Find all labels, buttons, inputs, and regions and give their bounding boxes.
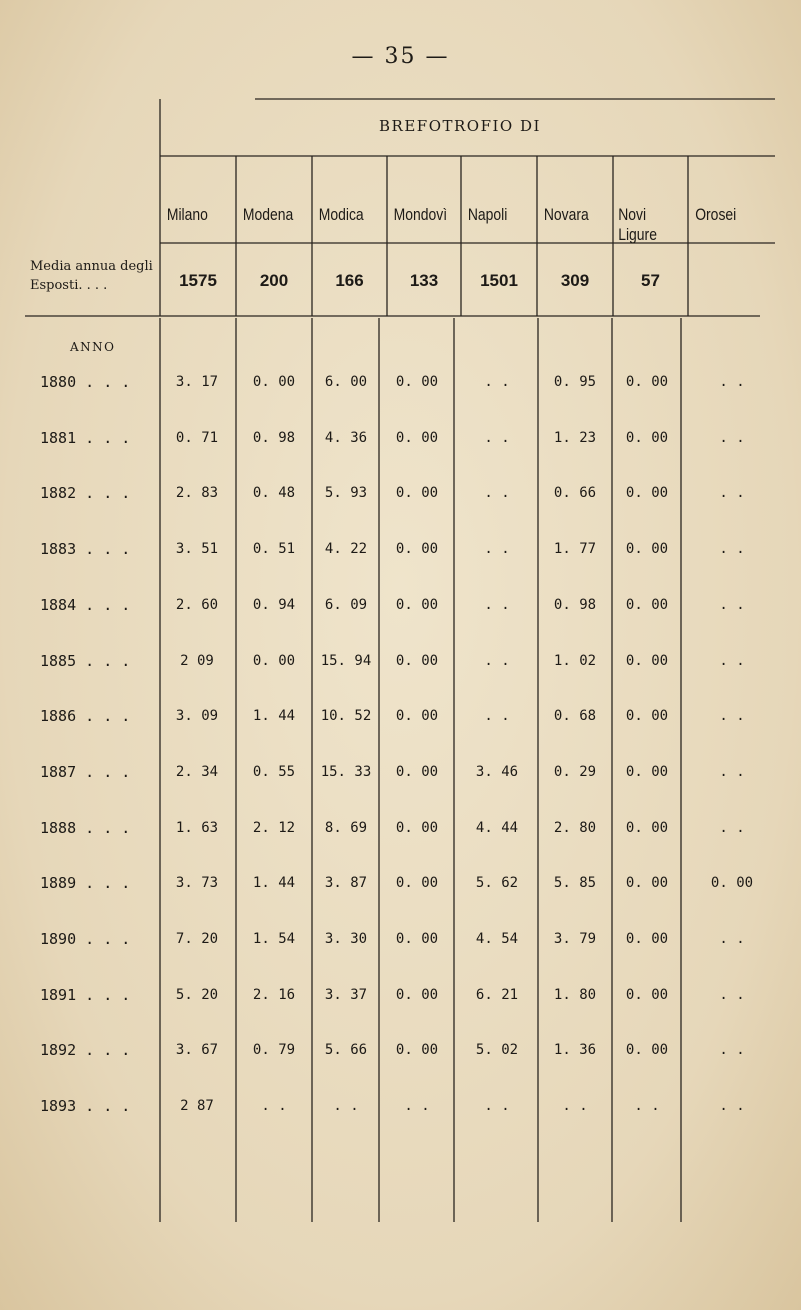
- table-cell: 2. 16: [252, 987, 296, 1003]
- table-cell: . .: [261, 1098, 287, 1114]
- row-year: 1882 . . .: [40, 484, 131, 502]
- table-cell: . .: [484, 653, 510, 669]
- table-cell: 4. 22: [324, 541, 368, 557]
- column-header-modica: Modica: [318, 205, 364, 224]
- table-cell: 0. 00: [625, 987, 669, 1003]
- table-cell: 15. 94: [320, 653, 372, 669]
- table-cell: 4. 44: [475, 820, 519, 836]
- anno-header: ANNO: [70, 340, 116, 354]
- table-cell: 2. 80: [553, 820, 597, 836]
- column-header-orosei: Orosei: [695, 205, 737, 224]
- table-cell: . .: [484, 430, 510, 446]
- row-year: 1886 . . .: [40, 707, 131, 725]
- row-year: 1887 . . .: [40, 763, 131, 781]
- table-cell: 6. 09: [324, 597, 368, 613]
- table-cell: 2. 34: [175, 764, 219, 780]
- table-cell: 0. 94: [252, 597, 296, 613]
- table-cell: . .: [484, 708, 510, 724]
- table-cell: 0. 00: [395, 430, 439, 446]
- table-cell: 2. 60: [175, 597, 219, 613]
- table-cell: . .: [719, 708, 745, 724]
- table-cell: . .: [333, 1098, 359, 1114]
- table-cell: 1. 63: [175, 820, 219, 836]
- table-cell: . .: [719, 987, 745, 1003]
- table-cell: . .: [719, 485, 745, 501]
- table-cell: 0. 00: [395, 541, 439, 557]
- table-cell: 0. 00: [625, 708, 669, 724]
- table-cell: . .: [719, 541, 745, 557]
- table-cell: 7. 20: [175, 931, 219, 947]
- row-year: 1890 . . .: [40, 930, 131, 948]
- media-label-line1: Media annua degli: [30, 259, 153, 274]
- media-value-mondovi: 133: [409, 271, 439, 290]
- table-cell: 3. 87: [324, 875, 368, 891]
- table-cell: 0. 55: [252, 764, 296, 780]
- group-title: BREFOTROFIO DI: [379, 117, 541, 135]
- media-value-milano: 1575: [179, 271, 217, 290]
- row-year: 1893 . . .: [40, 1097, 131, 1115]
- media-value-novi-ligure: 57: [641, 271, 660, 290]
- table-cell: . .: [484, 597, 510, 613]
- table-cell: 1. 77: [553, 541, 597, 557]
- table-cell: 0. 00: [395, 597, 439, 613]
- table-cell: 0. 00: [252, 653, 296, 669]
- table-cell: . .: [484, 541, 510, 557]
- table-cell: 1. 36: [553, 1042, 597, 1058]
- media-value-novara: 309: [560, 271, 590, 290]
- table-cell: . .: [634, 1098, 660, 1114]
- table-cell: 1. 80: [553, 987, 597, 1003]
- table-cell: 3. 46: [475, 764, 519, 780]
- table-cell: 0. 00: [710, 875, 754, 891]
- table-cell: 5. 02: [475, 1042, 519, 1058]
- table-cell: . .: [719, 1098, 745, 1114]
- row-year: 1883 . . .: [40, 540, 131, 558]
- table-cell: 1. 54: [252, 931, 296, 947]
- table-cell: 0. 68: [553, 708, 597, 724]
- table-cell: 0. 00: [625, 541, 669, 557]
- table-cell: 1. 44: [252, 708, 296, 724]
- table-cell: 2. 12: [252, 820, 296, 836]
- table-cell: . .: [484, 485, 510, 501]
- table-cell: 5. 93: [324, 485, 368, 501]
- table-cell: 0. 66: [553, 485, 597, 501]
- table-cell: 0. 00: [395, 374, 439, 390]
- table-cell: 0. 98: [252, 430, 296, 446]
- table-cell: 0. 00: [395, 653, 439, 669]
- table-cell: . .: [719, 430, 745, 446]
- table-cell: . .: [719, 374, 745, 390]
- table-cell: 0. 00: [625, 875, 669, 891]
- table-cell: . .: [719, 1042, 745, 1058]
- table-cell: 2 87: [180, 1098, 214, 1114]
- table-cell: 0. 71: [175, 430, 219, 446]
- table-cell: 5. 62: [475, 875, 519, 891]
- table-cell: . .: [404, 1098, 430, 1114]
- row-year: 1891 . . .: [40, 986, 131, 1004]
- table-cell: . .: [562, 1098, 588, 1114]
- table-cell: 0. 48: [252, 485, 296, 501]
- table-cell: 3. 17: [175, 374, 219, 390]
- table-cell: 0. 00: [625, 485, 669, 501]
- table-cell: 0. 00: [625, 764, 669, 780]
- table-cell: 0. 00: [395, 987, 439, 1003]
- table-cell: 3. 51: [175, 541, 219, 557]
- table-cell: 1. 23: [553, 430, 597, 446]
- table-cell: 0. 29: [553, 764, 597, 780]
- column-header-novara: Novara: [543, 205, 589, 224]
- table-cell: 0. 00: [625, 430, 669, 446]
- table-cell: . .: [719, 597, 745, 613]
- row-year: 1881 . . .: [40, 429, 131, 447]
- table-cell: 1. 44: [252, 875, 296, 891]
- table-cell: 0. 00: [625, 820, 669, 836]
- table-cell: 0. 00: [395, 820, 439, 836]
- table-cell: . .: [484, 374, 510, 390]
- table-cell: 0. 00: [395, 931, 439, 947]
- column-header-novi-ligure: Novi Ligure: [618, 205, 657, 244]
- table-cell: 3. 79: [553, 931, 597, 947]
- table-cell: 3. 30: [324, 931, 368, 947]
- table-cell: 10. 52: [320, 708, 372, 724]
- table-cell: 8. 69: [324, 820, 368, 836]
- table-cell: 0. 00: [625, 1042, 669, 1058]
- table-cell: 0. 51: [252, 541, 296, 557]
- table-cell: . .: [719, 931, 745, 947]
- table-cell: . .: [719, 820, 745, 836]
- table-cell: 0. 79: [252, 1042, 296, 1058]
- table-cell: 0. 98: [553, 597, 597, 613]
- media-label-line2: Esposti. . . .: [30, 278, 108, 293]
- media-value-modica: 166: [335, 271, 364, 290]
- table-cell: 0. 95: [553, 374, 597, 390]
- table-cell: 3. 73: [175, 875, 219, 891]
- table-cell: 0. 00: [625, 931, 669, 947]
- column-header-mondovi: Mondovì: [393, 205, 448, 224]
- media-label: [30, 257, 160, 295]
- table-cell: 6. 00: [324, 374, 368, 390]
- table-cell: 5. 20: [175, 987, 219, 1003]
- table-cell: 0. 00: [625, 597, 669, 613]
- table-cell: 3. 09: [175, 708, 219, 724]
- table-cell: . .: [484, 1098, 510, 1114]
- table-cell: 1. 02: [553, 653, 597, 669]
- column-header-napoli: Napoli: [467, 205, 508, 224]
- column-header-modena: Modena: [242, 205, 294, 224]
- table-cell: . .: [719, 653, 745, 669]
- table-cell: 3. 67: [175, 1042, 219, 1058]
- table-cell: 0. 00: [625, 653, 669, 669]
- row-year: 1892 . . .: [40, 1041, 131, 1059]
- row-year: 1885 . . .: [40, 652, 131, 670]
- table-cell: 0. 00: [252, 374, 296, 390]
- table-cell: 0. 00: [625, 374, 669, 390]
- table-cell: 0. 00: [395, 485, 439, 501]
- table-cell: 5. 66: [324, 1042, 368, 1058]
- table-cell: 0. 00: [395, 708, 439, 724]
- table-cell: 6. 21: [475, 987, 519, 1003]
- page-number: — 35 —: [351, 44, 450, 69]
- table-cell: 0. 00: [395, 764, 439, 780]
- table-cell: 4. 54: [475, 931, 519, 947]
- row-year: 1888 . . .: [40, 819, 131, 837]
- table-cell: 5. 85: [553, 875, 597, 891]
- table-cell: 3. 37: [324, 987, 368, 1003]
- table-cell: 0. 00: [395, 875, 439, 891]
- table-cell: 2 09: [180, 653, 214, 669]
- table-cell: 2. 83: [175, 485, 219, 501]
- media-value-napoli: 1501: [480, 271, 518, 290]
- table-cell: . .: [719, 764, 745, 780]
- table-cell: 15. 33: [320, 764, 372, 780]
- row-year: 1889 . . .: [40, 874, 131, 892]
- row-year: 1880 . . .: [40, 373, 131, 391]
- row-year: 1884 . . .: [40, 596, 131, 614]
- column-header-milano: Milano: [166, 205, 208, 224]
- media-value-modena: 200: [259, 271, 289, 290]
- table-cell: 4. 36: [324, 430, 368, 446]
- table-cell: 0. 00: [395, 1042, 439, 1058]
